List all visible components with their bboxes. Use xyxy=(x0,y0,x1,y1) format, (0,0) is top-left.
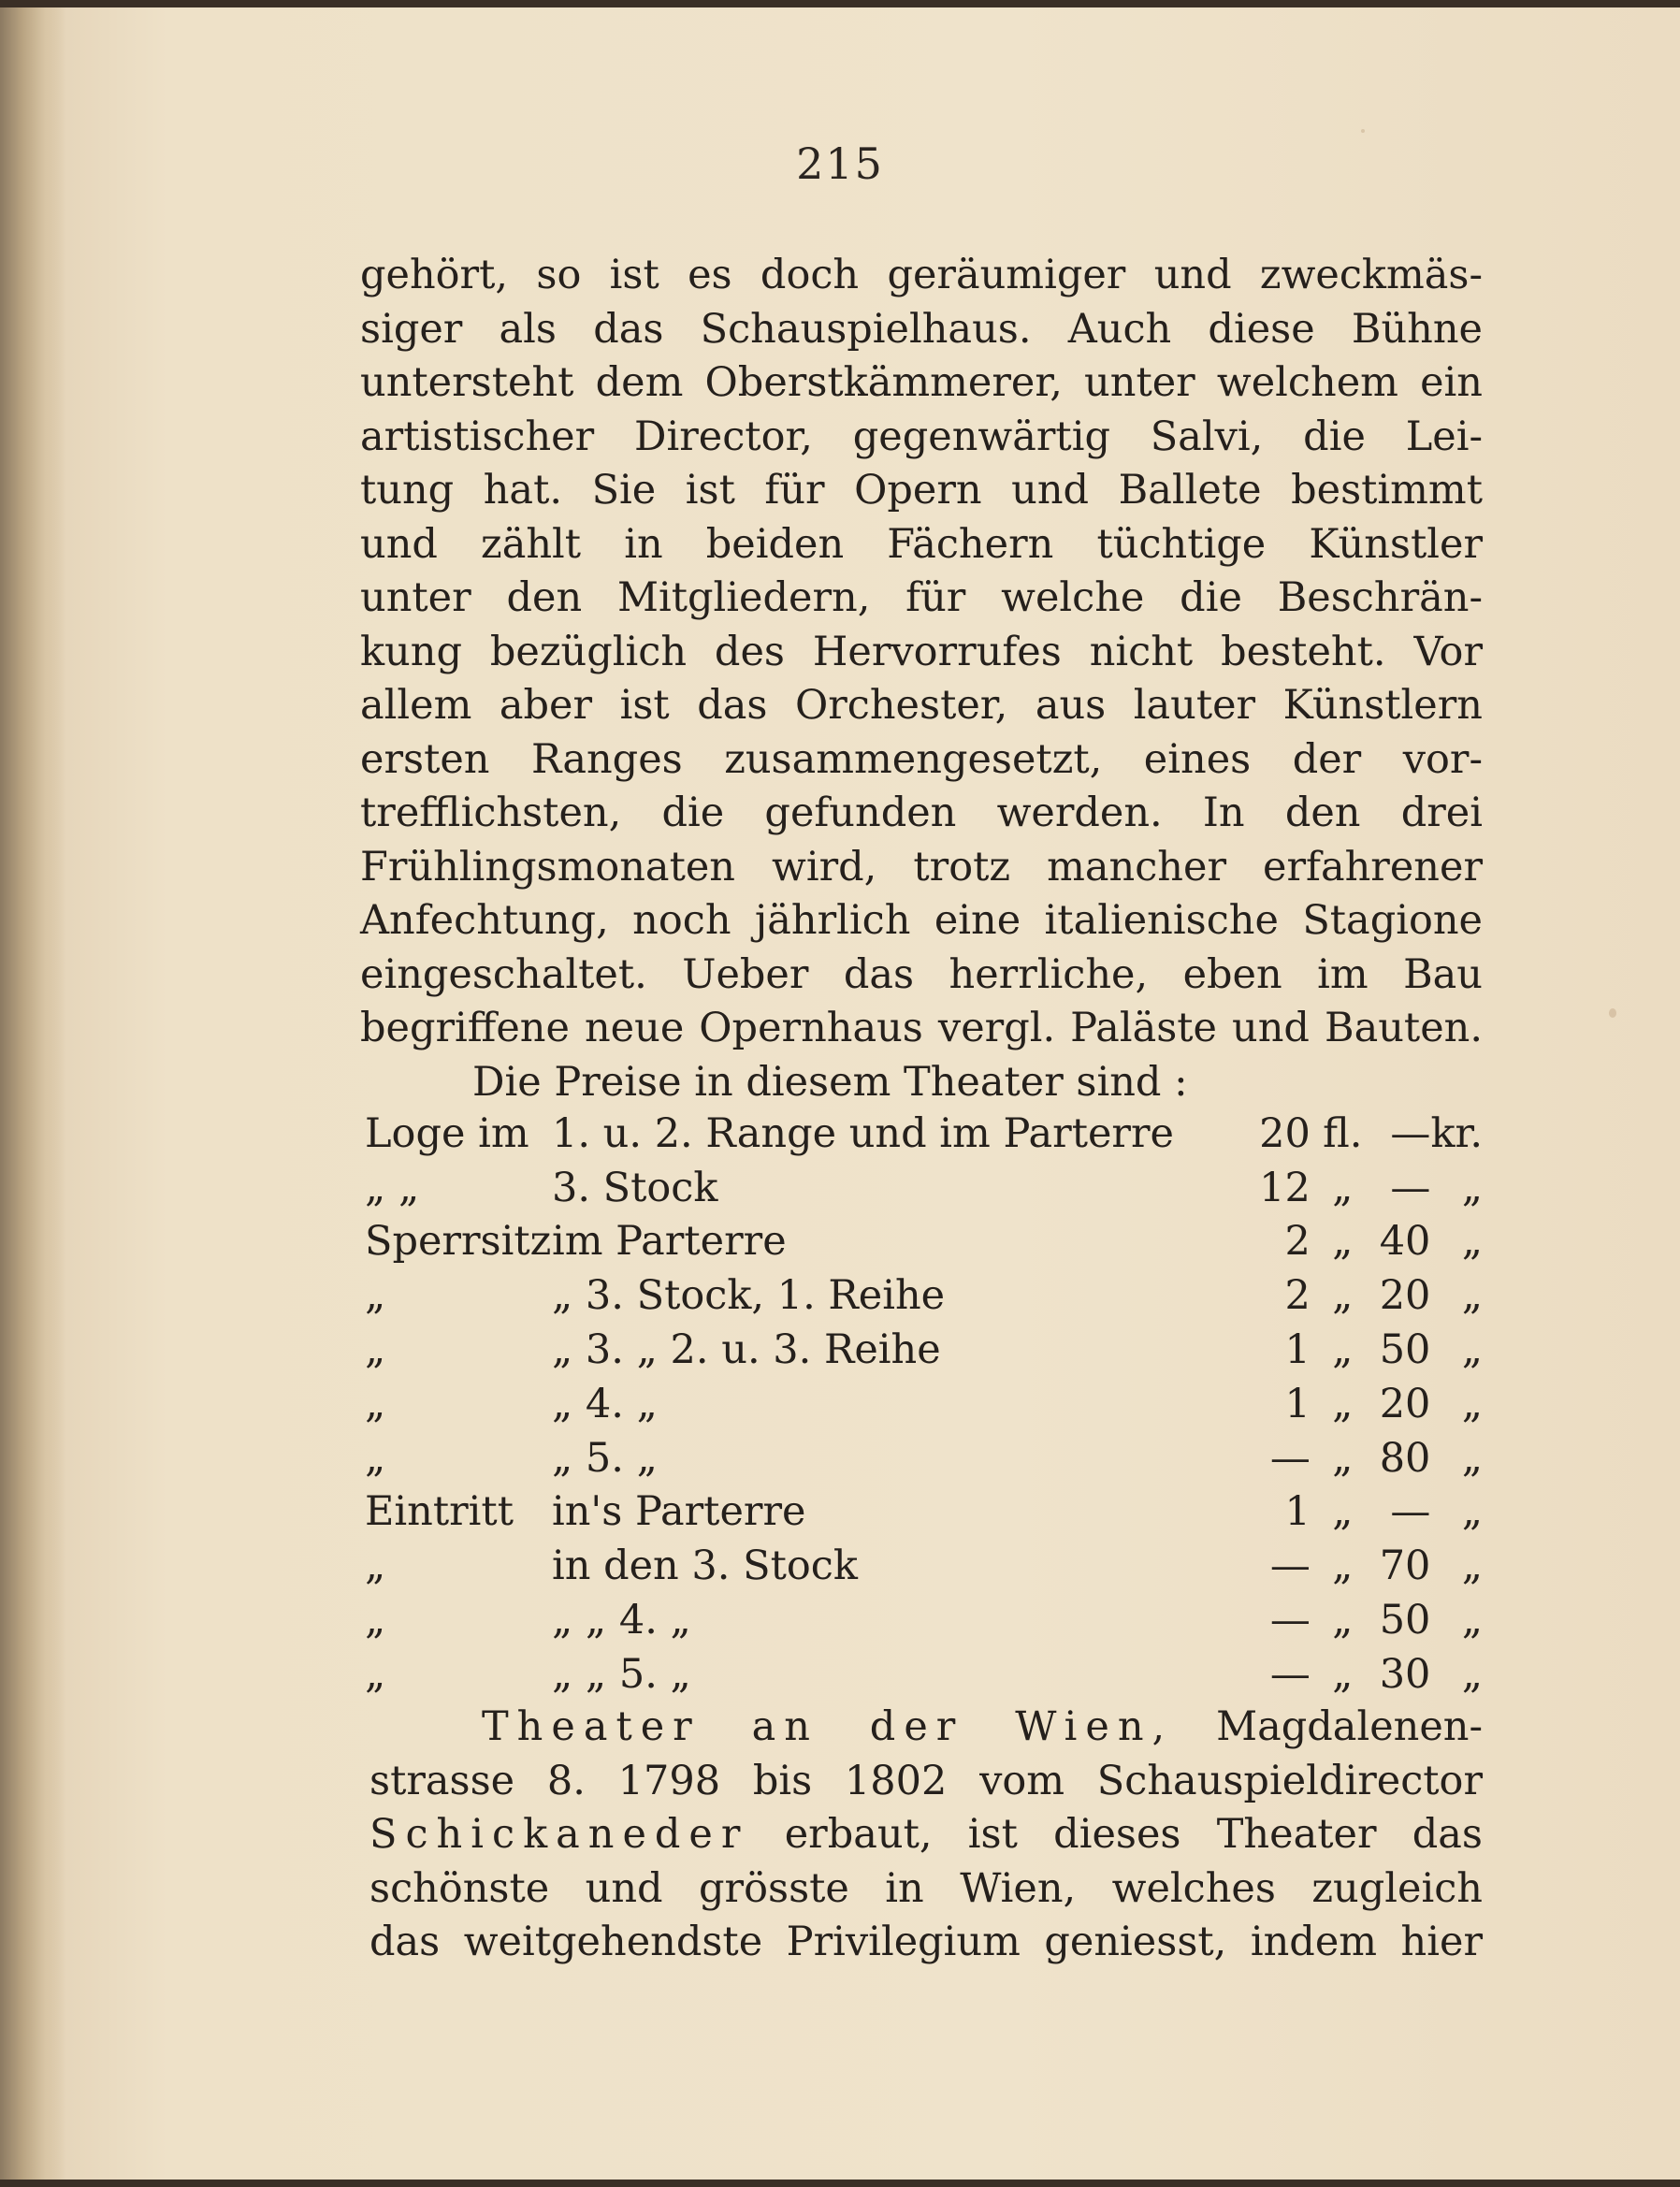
price-description: „ „ 4. „ xyxy=(551,1597,691,1644)
price-gulden: 2 xyxy=(1284,1272,1311,1320)
price-label: „ xyxy=(365,1542,386,1590)
text-fragment: erbaut, ist dieses Theater das xyxy=(784,1811,1483,1858)
text-line: tung hat. Sie ist für Opern und Ballete bestimmt xyxy=(360,467,1483,514)
price-row xyxy=(365,1647,1483,1702)
text-line: artistischer Director, gegenwärtig Salvi, die Lei- xyxy=(360,413,1483,460)
page-spine-shadow xyxy=(0,7,65,2180)
price-kreuzer: — xyxy=(1390,1164,1431,1211)
price-label: „ xyxy=(365,1272,386,1320)
price-kreuzer: 50 xyxy=(1379,1597,1431,1644)
price-gulden: 1 xyxy=(1284,1326,1311,1374)
price-gulden-unit: „ xyxy=(1332,1597,1354,1644)
text-line: ersten Ranges zusammengesetzt, eines der vor- xyxy=(360,735,1483,783)
price-row xyxy=(365,1539,1483,1593)
price-gulden-unit: „ xyxy=(1332,1650,1354,1698)
price-description: 1. u. 2. Range und im Parterre xyxy=(551,1109,1174,1157)
price-gulden-unit: „ xyxy=(1332,1272,1354,1320)
text-line: das weitgehendste Privilegium geniesst, indem hier xyxy=(369,1919,1483,1965)
price-row xyxy=(365,1431,1483,1485)
price-kreuzer-unit: kr. xyxy=(1430,1109,1483,1157)
book-page xyxy=(0,7,1680,2180)
price-gulden: — xyxy=(1269,1542,1311,1590)
text-fragment: Magdalenen- xyxy=(1216,1703,1484,1750)
price-label: „ xyxy=(365,1326,386,1374)
page-number: 215 xyxy=(796,138,884,189)
price-description: „ 4. „ xyxy=(551,1380,658,1427)
price-label: Loge im xyxy=(365,1109,529,1157)
price-gulden: 20 xyxy=(1259,1109,1311,1157)
price-kreuzer-unit: „ xyxy=(1461,1272,1483,1320)
price-row xyxy=(365,1593,1483,1647)
text-line: schönste und grösste in Wien, welches zugleich xyxy=(369,1864,1483,1912)
price-kreuzer-unit: „ xyxy=(1461,1164,1483,1211)
price-kreuzer: 30 xyxy=(1379,1650,1431,1698)
price-gulden-unit: „ xyxy=(1332,1542,1354,1590)
price-label: Sperrsitz xyxy=(365,1218,552,1266)
paragraph-theater-an-der-wien xyxy=(369,1701,1483,1970)
price-kreuzer-unit: „ xyxy=(1461,1434,1483,1482)
price-gulden-unit: „ xyxy=(1332,1164,1354,1211)
price-description: „ 3. Stock, 1. Reihe xyxy=(551,1272,946,1320)
price-gulden-unit: „ xyxy=(1332,1380,1354,1427)
price-gulden-unit: „ xyxy=(1332,1218,1354,1266)
price-table xyxy=(365,1107,1483,1702)
price-kreuzer: 40 xyxy=(1379,1218,1431,1266)
price-kreuzer-unit: „ xyxy=(1461,1326,1483,1374)
price-row xyxy=(365,1268,1483,1323)
prices-intro: Die Preise in diesem Theater sind : xyxy=(472,1058,1188,1106)
price-row xyxy=(365,1215,1483,1269)
price-kreuzer-unit: „ xyxy=(1461,1650,1483,1698)
price-gulden-unit: „ xyxy=(1332,1326,1354,1374)
price-description: 3. Stock xyxy=(551,1164,718,1211)
paper-stain xyxy=(1361,129,1365,133)
text-line xyxy=(369,1808,1483,1862)
price-kreuzer: 20 xyxy=(1379,1380,1431,1427)
text-line: strasse 8. 1798 bis 1802 vom Schauspieldirector xyxy=(369,1757,1483,1804)
price-gulden: — xyxy=(1269,1650,1311,1698)
price-gulden: 1 xyxy=(1284,1488,1311,1536)
price-row xyxy=(365,1323,1483,1377)
text-line: trefflichsten, die gefunden werden. In den drei xyxy=(360,789,1483,836)
price-description: „ 3. „ 2. u. 3. Reihe xyxy=(551,1326,941,1374)
price-row xyxy=(365,1377,1483,1431)
price-kreuzer: 80 xyxy=(1379,1434,1431,1482)
price-kreuzer: 70 xyxy=(1379,1542,1431,1590)
price-description: im Parterre xyxy=(551,1218,787,1266)
price-row xyxy=(365,1161,1483,1215)
price-kreuzer-unit: „ xyxy=(1461,1542,1483,1590)
text-line: untersteht dem Oberstkämmerer, unter welchem ein xyxy=(360,359,1483,406)
text-line xyxy=(369,1701,1483,1755)
price-kreuzer-unit: „ xyxy=(1461,1380,1483,1427)
price-kreuzer-unit: „ xyxy=(1461,1488,1483,1536)
price-label: „ xyxy=(365,1380,386,1427)
price-label: „ „ xyxy=(365,1164,420,1211)
price-kreuzer: — xyxy=(1390,1109,1431,1157)
price-gulden: — xyxy=(1269,1597,1311,1644)
price-gulden: 2 xyxy=(1284,1218,1311,1266)
price-gulden-unit: fl. xyxy=(1323,1109,1363,1157)
paragraph-opera xyxy=(360,249,1483,1109)
price-kreuzer-unit: „ xyxy=(1461,1218,1483,1266)
price-gulden: — xyxy=(1269,1434,1311,1482)
text-line: eingeschaltet. Ueber das herrliche, eben im Bau xyxy=(360,950,1483,998)
price-kreuzer: — xyxy=(1390,1488,1431,1536)
theater-name: Theater an der Wien, xyxy=(482,1703,1174,1750)
text-line: Frühlingsmonaten wird, trotz mancher erfahrener xyxy=(360,843,1483,891)
price-description: „ 5. „ xyxy=(551,1434,658,1482)
price-gulden: 1 xyxy=(1284,1380,1311,1427)
text-line: begriffene neue Opernhaus vergl. Paläste und Bauten. xyxy=(360,1005,1483,1051)
price-label: Eintritt xyxy=(365,1488,514,1536)
text-line: allem aber ist das Orchester, aus lauter Künstlern xyxy=(360,682,1483,729)
price-description: in den 3. Stock xyxy=(551,1542,858,1590)
price-kreuzer: 50 xyxy=(1379,1326,1431,1374)
price-row xyxy=(365,1485,1483,1540)
price-row xyxy=(365,1107,1483,1161)
paper-stain xyxy=(1609,1008,1616,1018)
text-line: unter den Mitgliedern, für welche die Beschrän- xyxy=(360,574,1483,621)
price-description: in's Parterre xyxy=(551,1488,806,1536)
price-kreuzer: 20 xyxy=(1379,1272,1431,1320)
text-line: Anfechtung, noch jährlich eine italienische Stagione xyxy=(360,897,1483,944)
person-name: Schickaneder xyxy=(369,1811,749,1858)
price-description: „ „ 5. „ xyxy=(551,1650,691,1698)
price-label: „ xyxy=(365,1597,386,1644)
price-gulden-unit: „ xyxy=(1332,1488,1354,1536)
price-label: „ xyxy=(365,1650,386,1698)
price-label: „ xyxy=(365,1434,386,1482)
price-gulden: 12 xyxy=(1259,1164,1311,1211)
price-gulden-unit: „ xyxy=(1332,1434,1354,1482)
text-line: kung bezüglich des Hervorrufes nicht besteht. Vor xyxy=(360,628,1483,675)
text-line: siger als das Schauspielhaus. Auch diese Bühne xyxy=(360,305,1483,353)
text-line: gehört, so ist es doch geräumiger und zweckmäs- xyxy=(360,252,1483,298)
text-line: und zählt in beiden Fächern tüchtige Künstler xyxy=(360,520,1483,568)
price-kreuzer-unit: „ xyxy=(1461,1597,1483,1644)
